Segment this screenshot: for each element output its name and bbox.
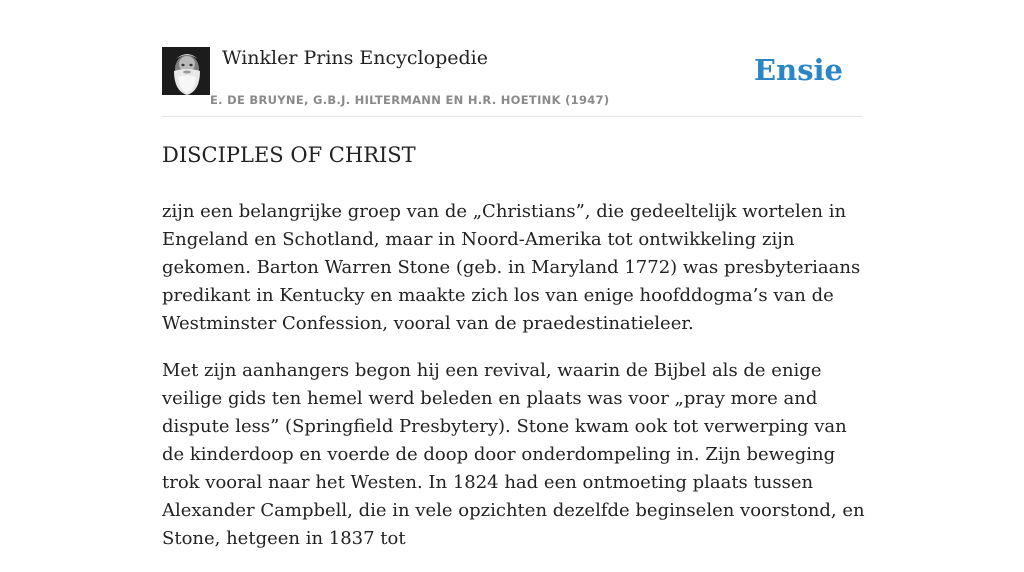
article-paragraph-2: Met zijn aanhangers begon hij een revival, waarin de Bijbel als de enige veilige gids ten hemel werd beleden en plaats was voor „pray more and dispute less” (Springfield Presbytery). Stone kwam ook tot verwerping van de kinderdoop en voerde de doop door onderdompeling in. Zijn beweging trok vooral naar het Westen. In 1824 had een ontmoeting plaats tussen Alexander Campbell, die in vele opzichten dezelfde beginselen voorstond, en Stone, hetgeen in 1837 tot — [162, 360, 865, 549]
article-paragraph-1: zijn een belangrijke groep van de „Christians”, die gedeeltelijk wortelen in Engeland en Schotland, maar in Noord-Amerika tot ontwikkeling zijn gekomen. Barton Warren Stone (geb. in Maryland 1772) was presbyteriaans predikant in Kentucky en maakte zich los van enige hoofddogma’s van de Westminster Confession, vooral van de praedestinatieleer. — [162, 201, 861, 334]
source-header — [162, 46, 862, 117]
article-title: DISCIPLES OF CHRIST — [162, 143, 416, 167]
source-title[interactable]: Winkler Prins Encyclopedie — [222, 47, 488, 69]
source-authors: E. DE BRUYNE, G.B.J. HILTERMANN EN H.R. HOETINK (1947) — [210, 93, 610, 107]
bearded-man-portrait-icon[interactable] — [162, 47, 210, 95]
brand-logo[interactable]: Ensie — [754, 53, 843, 87]
article — [162, 140, 870, 572]
